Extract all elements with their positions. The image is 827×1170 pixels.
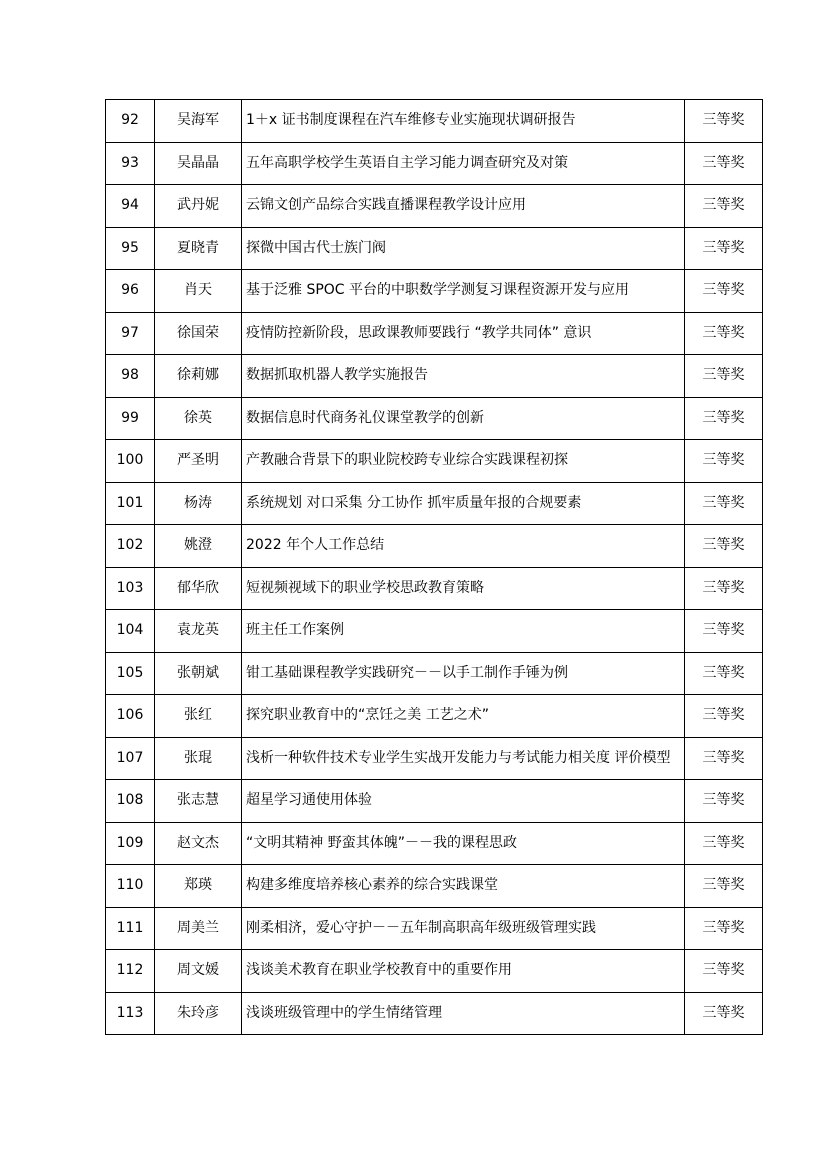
award-level: 三等奖 [685,355,763,398]
paper-title: 钳工基础课程教学实践研究－－以手工制作手锤为例 [242,652,685,695]
award-level: 三等奖 [685,822,763,865]
table-row [106,525,763,568]
paper-title: 基于泛雅 SPOC 平台的中职数学学测复习课程资源开发与应用 [242,270,685,313]
award-level: 三等奖 [685,270,763,313]
table-row [106,185,763,228]
table-row [106,780,763,823]
award-level: 三等奖 [685,440,763,483]
row-number: 107 [106,737,155,780]
paper-title: 数据信息时代商务礼仪课堂教学的创新 [242,397,685,440]
table-row [106,397,763,440]
author-name: 张琨 [155,737,242,780]
table-row [106,610,763,653]
paper-title: “文明其精神 野蛮其体魄”－－我的课程思政 [242,822,685,865]
table-row [106,355,763,398]
author-name: 武丹妮 [155,185,242,228]
author-name: 朱玲彦 [155,992,242,1035]
author-name: 杨涛 [155,482,242,525]
author-name: 周美兰 [155,907,242,950]
row-number: 106 [106,695,155,738]
row-number: 92 [106,100,155,143]
row-number: 104 [106,610,155,653]
row-number: 111 [106,907,155,950]
table-row [106,865,763,908]
row-number: 97 [106,312,155,355]
table-row [106,695,763,738]
paper-title: 浅谈班级管理中的学生情绪管理 [242,992,685,1035]
table-row [106,907,763,950]
awards-table-body [106,100,763,1035]
paper-title: 浅析一种软件技术专业学生实战开发能力与考试能力相关度 评价模型 [242,737,685,780]
award-level: 三等奖 [685,525,763,568]
paper-title: 数据抓取机器人教学实施报告 [242,355,685,398]
row-number: 96 [106,270,155,313]
award-level: 三等奖 [685,185,763,228]
row-number: 100 [106,440,155,483]
author-name: 张红 [155,695,242,738]
paper-title: 2022 年个人工作总结 [242,525,685,568]
author-name: 徐莉娜 [155,355,242,398]
row-number: 94 [106,185,155,228]
table-row [106,992,763,1035]
paper-title: 班主任工作案例 [242,610,685,653]
author-name: 赵文杰 [155,822,242,865]
row-number: 112 [106,950,155,993]
award-level: 三等奖 [685,865,763,908]
table-row [106,142,763,185]
paper-title: 探微中国古代士族门阀 [242,227,685,270]
paper-title: 1＋x 证书制度课程在汽车维修专业实施现状调研报告 [242,100,685,143]
award-level: 三等奖 [685,950,763,993]
author-name: 袁龙英 [155,610,242,653]
row-number: 95 [106,227,155,270]
table-row [106,822,763,865]
author-name: 张志慧 [155,780,242,823]
author-name: 吴晶晶 [155,142,242,185]
awards-table [105,99,763,1035]
paper-title: 云锦文创产品综合实践直播课程教学设计应用 [242,185,685,228]
row-number: 98 [106,355,155,398]
table-row [106,227,763,270]
author-name: 夏晓青 [155,227,242,270]
award-level: 三等奖 [685,907,763,950]
award-level: 三等奖 [685,567,763,610]
award-level: 三等奖 [685,100,763,143]
table-row [106,440,763,483]
table-row [106,312,763,355]
award-level: 三等奖 [685,652,763,695]
row-number: 99 [106,397,155,440]
author-name: 周文媛 [155,950,242,993]
author-name: 郑瑛 [155,865,242,908]
paper-title: 短视频视域下的职业学校思政教育策略 [242,567,685,610]
paper-title: 系统规划 对口采集 分工协作 抓牢质量年报的合规要素 [242,482,685,525]
paper-title: 浅谈美术教育在职业学校教育中的重要作用 [242,950,685,993]
award-level: 三等奖 [685,482,763,525]
award-level: 三等奖 [685,142,763,185]
row-number: 113 [106,992,155,1035]
author-name: 严圣明 [155,440,242,483]
row-number: 93 [106,142,155,185]
paper-title: 产教融合背景下的职业院校跨专业综合实践课程初探 [242,440,685,483]
table-row [106,737,763,780]
paper-title: 探究职业教育中的“烹饪之美 工艺之术” [242,695,685,738]
paper-title: 疫情防控新阶段，思政课教师要践行 “教学共同体” 意识 [242,312,685,355]
row-number: 108 [106,780,155,823]
award-level: 三等奖 [685,312,763,355]
award-level: 三等奖 [685,610,763,653]
row-number: 110 [106,865,155,908]
author-name: 张朝斌 [155,652,242,695]
award-level: 三等奖 [685,992,763,1035]
row-number: 109 [106,822,155,865]
row-number: 101 [106,482,155,525]
row-number: 105 [106,652,155,695]
paper-title: 五年高职学校学生英语自主学习能力调查研究及对策 [242,142,685,185]
author-name: 徐国荣 [155,312,242,355]
paper-title: 刚柔相济，爱心守护－－五年制高职高年级班级管理实践 [242,907,685,950]
table-row [106,100,763,143]
award-level: 三等奖 [685,780,763,823]
author-name: 徐英 [155,397,242,440]
award-level: 三等奖 [685,695,763,738]
table-row [106,652,763,695]
author-name: 姚澄 [155,525,242,568]
award-level: 三等奖 [685,227,763,270]
author-name: 郁华欣 [155,567,242,610]
author-name: 肖天 [155,270,242,313]
row-number: 102 [106,525,155,568]
award-level: 三等奖 [685,737,763,780]
table-row [106,270,763,313]
author-name: 吴海军 [155,100,242,143]
table-row [106,950,763,993]
table-row [106,482,763,525]
table-row [106,567,763,610]
row-number: 103 [106,567,155,610]
award-level: 三等奖 [685,397,763,440]
paper-title: 构建多维度培养核心素养的综合实践课堂 [242,865,685,908]
paper-title: 超星学习通使用体验 [242,780,685,823]
